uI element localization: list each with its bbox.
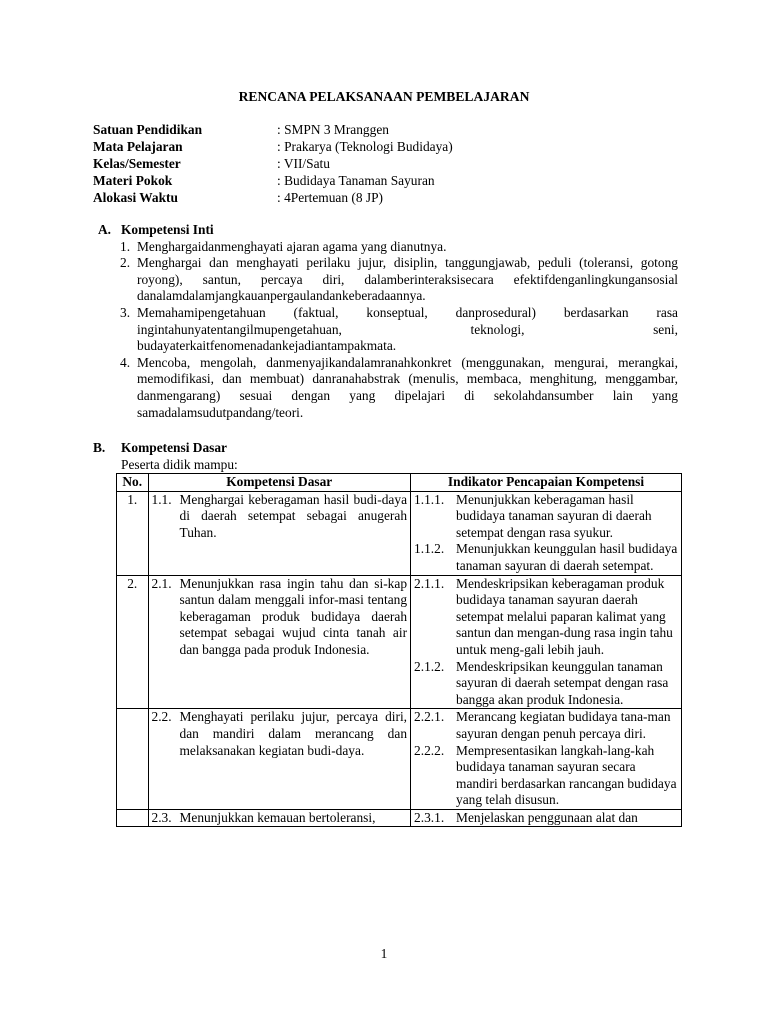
table-row [117, 575, 682, 709]
section-title: Kompetensi Inti [121, 222, 214, 237]
indicator-text: Menunjukkan keberagaman hasil budidaya tanaman sayuran di daerah setempat dengan rasa syukur. [456, 491, 652, 540]
identity-label: Satuan Pendidikan [93, 122, 203, 137]
indicator-cell [411, 809, 682, 827]
section-letter: A. [98, 222, 112, 237]
table-header-row [117, 474, 682, 492]
identity-label: Materi Pokok [93, 173, 173, 188]
table-row [117, 491, 682, 575]
kd-entry [152, 810, 408, 827]
identity-label: Alokasi Waktu [93, 190, 178, 205]
indicator-number: 2.3.1. [414, 809, 445, 825]
kd-text: Menghargai keberagaman hasil budi-daya di daerah setempat sebagai anugerah Tuhan. [179, 491, 408, 540]
row-number: 2. [117, 575, 149, 709]
row-number [117, 809, 149, 827]
column-header-no: No. [117, 474, 149, 492]
indicator-entry [414, 541, 678, 574]
section-heading [93, 440, 673, 457]
kd-cell [148, 709, 411, 810]
kd-number: 2.3. [151, 809, 172, 825]
page-number: 1 [380, 946, 388, 961]
kd-entry [152, 576, 408, 659]
identity-row [93, 122, 693, 139]
identity-value: : Prakarya (Teknologi Budidaya) [277, 139, 453, 154]
column-header-indicator: Indikator Pencapaian Kompetensi [411, 474, 682, 492]
indicator-number: 2.2.2. [414, 742, 445, 758]
section-kompetensi-dasar [93, 440, 673, 473]
kompetensi-inti-list [120, 239, 678, 422]
identity-row [93, 139, 693, 156]
identity-value: : Budidaya Tanaman Sayuran [277, 173, 435, 188]
indicator-text: Menunjukkan keunggulan hasil budidaya tanaman sayuran di daerah setempat. [456, 541, 678, 573]
identity-label: Kelas/Semester [93, 156, 181, 171]
indicator-text: Mendeskripsikan keberagaman produk budidaya tanaman sayuran daerah setempat melalui paparan kalimat yang santun dan mengan-dung rasa ingin tahu untuk meng-gali lebih jauh. [456, 575, 673, 657]
list-item-text: Memahamipengetahuan (faktual, konseptual, danprosedural) berdasarkan rasa ingintahunyatentangilmupengetahuan, teknologi, seni, budayaterkaitfenomenadankejadiantampakmata. [137, 304, 678, 354]
identity-block [93, 122, 693, 207]
kd-number: 2.1. [151, 575, 172, 591]
list-item-text: Mencoba, mengolah, danmenyajikandalamranahkonkret (menggunakan, mengurai, merangkai, memodifikasi, dan membuat) danranahabstrak (menulis, membaca, menghitung, menggambar, danmengarang) sesuai dengan yang dipelajari di sekolahdansumber lain yang samadalamsudutpandang/teori. [137, 354, 678, 420]
indicator-entry [414, 743, 678, 809]
list-item [120, 355, 678, 421]
row-number [117, 709, 149, 810]
list-item [120, 305, 678, 355]
identity-value: : 4Pertemuan (8 JP) [277, 190, 383, 205]
indicator-cell [411, 575, 682, 709]
identity-row [93, 173, 693, 190]
indicator-text: Mendeskripsikan keunggulan tanaman sayuran di daerah setempat dengan rasa bangga akan produk Indonesia. [456, 658, 669, 707]
indicator-entry [414, 492, 678, 542]
section-heading [98, 222, 678, 239]
kd-text: Menunjukkan kemauan bertoleransi, [179, 809, 376, 825]
list-item-number: 3. [120, 304, 131, 320]
indicator-entry [414, 576, 678, 659]
indicator-text: Merancang kegiatan budidaya tana-man sayuran dengan penuh percaya diri. [456, 709, 671, 741]
indicator-number: 1.1.2. [414, 541, 445, 557]
identity-value: : VII/Satu [277, 156, 330, 171]
list-item-number: 1. [120, 238, 131, 254]
identity-value: : SMPN 3 Mranggen [277, 122, 389, 137]
indicator-number: 1.1.1. [414, 491, 445, 507]
identity-label: Mata Pelajaran [93, 139, 183, 154]
kd-cell [148, 491, 411, 575]
indicator-entry [414, 659, 678, 709]
indicator-cell [411, 709, 682, 810]
kd-text: Menunjukkan rasa ingin tahu dan si-kap santun dalam menggali infor-masi tentang keberagaman produk budidaya daerah setempat sebagai wujud cinta tanah air dan bangga pada produk Indonesia. [179, 575, 408, 657]
section-letter: B. [93, 440, 106, 455]
list-item-number: 4. [120, 354, 131, 370]
indicator-cell [411, 491, 682, 575]
kd-entry [152, 492, 408, 542]
list-item-text: Menghargai dan menghayati perilaku jujur, disiplin, tanggungjawab, peduli (toleransi, gotong royong), santun, percaya diri, dalamberinteraksisecara efektifdenganlingkungansosial danalamdalamjangkauanpergaulandankeberadaannya. [137, 255, 678, 304]
list-item-text: Menghargaidanmenghayati ajaran agama yang dianutnya. [137, 238, 447, 254]
indicator-entry [414, 709, 678, 742]
section-title: Kompetensi Dasar [121, 440, 228, 455]
column-header-kd: Kompetensi Dasar [148, 474, 411, 492]
indicator-entry [414, 810, 678, 827]
list-item [120, 255, 678, 305]
kd-cell [148, 575, 411, 709]
indicator-number: 2.1.1. [414, 575, 445, 591]
identity-row [93, 190, 693, 207]
indicator-text: Menjelaskan penggunaan alat dan [456, 809, 638, 825]
indicator-number: 2.1.2. [414, 658, 445, 674]
section-kompetensi-inti [98, 222, 678, 421]
document-title: RENCANA PELAKSANAAN PEMBELAJARAN [238, 89, 530, 104]
identity-row [93, 156, 693, 173]
kd-entry [152, 709, 408, 759]
list-item [120, 239, 678, 256]
kd-number: 1.1. [151, 491, 172, 507]
row-number: 1. [117, 491, 149, 575]
list-item-number: 2. [120, 255, 131, 271]
table-row [117, 709, 682, 810]
kompetensi-dasar-table [116, 473, 682, 827]
indicator-text: Mempresentasikan langkah-lang-kah budidaya tanaman sayuran secara mandiri berdasarkan rancangan budidaya yang telah disusun. [456, 742, 677, 808]
kd-cell [148, 809, 411, 827]
section-intro: Peserta didik mampu: [121, 456, 238, 472]
indicator-number: 2.2.1. [414, 709, 445, 725]
kd-number: 2.2. [151, 709, 172, 725]
kd-text: Menghayati perilaku jujur, percaya diri, dan mandiri dalam merancang dan melaksanakan kegiatan budi-daya. [179, 709, 408, 758]
table-row [117, 809, 682, 827]
